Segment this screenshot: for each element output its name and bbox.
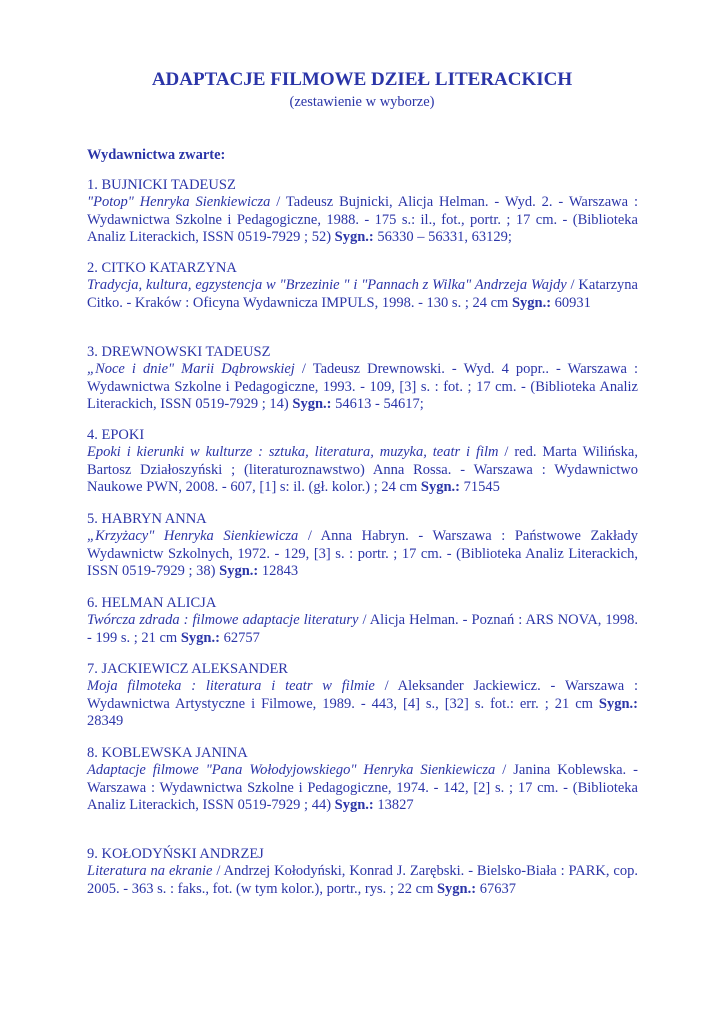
entry-subtitle: : sztuka, literatura, muzyka, teatr i film (252, 444, 499, 461)
entry-title: „Krzyżacy" Henryka Sienkiewicza (87, 528, 299, 545)
bibliography-entry (87, 177, 638, 247)
entry-title: Literatura na ekranie (87, 863, 213, 880)
entry-body (87, 528, 638, 580)
entry-heading: 6. HELMAN ALICJA (87, 595, 217, 611)
sygn-label: Sygn.: (436, 880, 477, 897)
sygn-value: 54613 - 54617; (331, 396, 424, 413)
entry-heading: 1. BUJNICKI TADEUSZ (87, 177, 236, 193)
entry-heading: 2. CITKO KATARZYNA (87, 260, 237, 276)
sygn-value: 56330 – 56331, 63129; (373, 229, 512, 246)
entry-body (87, 444, 638, 496)
entry-title: Epoki i kierunki w kulturze (87, 444, 253, 461)
sygn-value: 12843 (258, 563, 299, 580)
sygn-label: Sygn.: (180, 629, 220, 646)
sygn-label: Sygn.: (292, 396, 332, 413)
entry-heading: 8. KOBLEWSKA JANINA (87, 745, 248, 761)
entry-details: / Aleksander Jackiewicz. - Warszawa : Wydawnictwa Artystyczne i Filmowe, 1989. - 443, [4] s., [32] s. fot.: err. ; 21 cm (87, 678, 638, 712)
entry-title: Moja filmoteka : literatura i teatr w filmie (87, 678, 375, 695)
entry-details: / Anna Habryn. - Warszawa : Państwowe Zakłady Wydawnictw Szkolnych, 1972. - 129, [3] s. : portr. ; 17 cm. - (Biblioteka Analiz Literackich, ISSN 0519-7929 ; 38) (87, 528, 638, 580)
entry-heading: 9. KOŁODYŃSKI ANDRZEJ (87, 846, 264, 862)
sygn-value: 28349 (87, 713, 124, 730)
sygn-value: 71545 (459, 479, 500, 496)
entry-title: „Noce i dnie" Marii Dąbrowskiej (87, 361, 295, 378)
bibliography-entry (87, 846, 638, 898)
bibliography-entry (87, 661, 638, 731)
entry-heading: 4. EPOKI (87, 427, 145, 443)
entry-details: / Alicja Helman. - Poznań : ARS NOVA, 1998. - 199 s. ; 21 cm (87, 612, 638, 646)
page-title: ADAPTACJE FILMOWE DZIEŁ LITERACKICH (151, 69, 573, 90)
entry-details: / Andrzej Kołodyński, Konrad J. Zarębski. - Bielsko-Biała : PARK, cop. 2005. - 363 s. : faks., fot. (w tym kolor.), portr., rys. ; 22 cm (87, 863, 638, 897)
entry-details: / Tadeusz Drewnowski. - Wyd. 4 popr.. - Warszawa : Wydawnictwa Szkolne i Pedagogiczne, 1993. - 109, [3] s. : fot. ; 17 cm. - (Biblioteka Analiz Literackich, ISSN 0519-7929 ; 14) (87, 361, 638, 413)
bibliography-entry (87, 745, 638, 815)
entry-body (87, 194, 638, 246)
sygn-value: 67637 (476, 880, 516, 897)
bibliography-entry (87, 344, 638, 414)
page-subtitle: (zestawienie w wyborze) (289, 94, 435, 110)
entry-body (87, 678, 638, 730)
entry-title: Adaptacje filmowe "Pana Wołodyjowskiego" Henryka Sienkiewicza (87, 762, 496, 779)
sygn-value: 60931 (551, 294, 591, 311)
entry-heading: 3. DREWNOWSKI TADEUSZ (87, 344, 271, 360)
entry-body (87, 277, 638, 312)
section-heading: Wydawnictwa zwarte: (87, 147, 226, 163)
entry-body (87, 612, 638, 647)
sygn-label: Sygn.: (420, 479, 460, 496)
entry-details: / Katarzyna Citko. - Kraków : Oficyna Wydawnicza IMPULS, 1998. - 130 s. ; 24 cm (87, 277, 638, 311)
bibliography-entry (87, 511, 638, 581)
sygn-label: Sygn.: (511, 294, 552, 311)
sygn-label: Sygn.: (334, 797, 374, 814)
sygn-label: Sygn.: (334, 229, 374, 246)
entry-title: Tradycja, kultura, egzystencja w "Brzezinie " i "Pannach z Wilka" Andrzeja Wajdy (87, 277, 567, 294)
sygn-label: Sygn.: (219, 563, 259, 580)
entry-details: / Janina Koblewska. - Warszawa : Wydawnictwa Szkolne i Pedagogiczne, 1974. - 142, [2] s. ; 17 cm. - (Biblioteka Analiz Literackich, ISSN 0519-7929 ; 44) (87, 762, 638, 814)
entry-heading: 7. JACKIEWICZ ALEKSANDER (87, 661, 288, 677)
bibliography-entry (87, 595, 638, 647)
entry-heading: 5. HABRYN ANNA (87, 511, 207, 527)
entry-title: "Potop" Henryka Sienkiewicza (87, 194, 271, 211)
entry-details: / red. Marta Wilińska, Bartosz Działoszyński ; (literaturoznawstwo) Anna Rossa. - Warszawa : Wydawnictwo Naukowe PWN, 2008. - 607, [1] s: il. (gł. kolor.) ; 24 cm (87, 444, 638, 496)
bibliography-entry (87, 260, 638, 312)
bibliography-entry (87, 427, 638, 497)
sygn-value: 62757 (219, 629, 260, 646)
entry-body (87, 762, 638, 814)
entry-body (87, 863, 638, 898)
entry-details: / Tadeusz Bujnicki, Alicja Helman. - Wyd. 2. - Warszawa : Wydawnictwa Szkolne i Pedagogiczne, 1988. - 175 s.: il., fot., portr. ; 17 cm. - (Biblioteka Analiz Literackich, ISSN 0519-7929 ; 52) (87, 194, 638, 246)
sygn-value: 13827 (373, 797, 414, 814)
entry-title: Twórcza zdrada : filmowe adaptacje literatury (87, 612, 359, 629)
entry-body (87, 361, 638, 413)
sygn-label: Sygn.: (598, 695, 638, 712)
